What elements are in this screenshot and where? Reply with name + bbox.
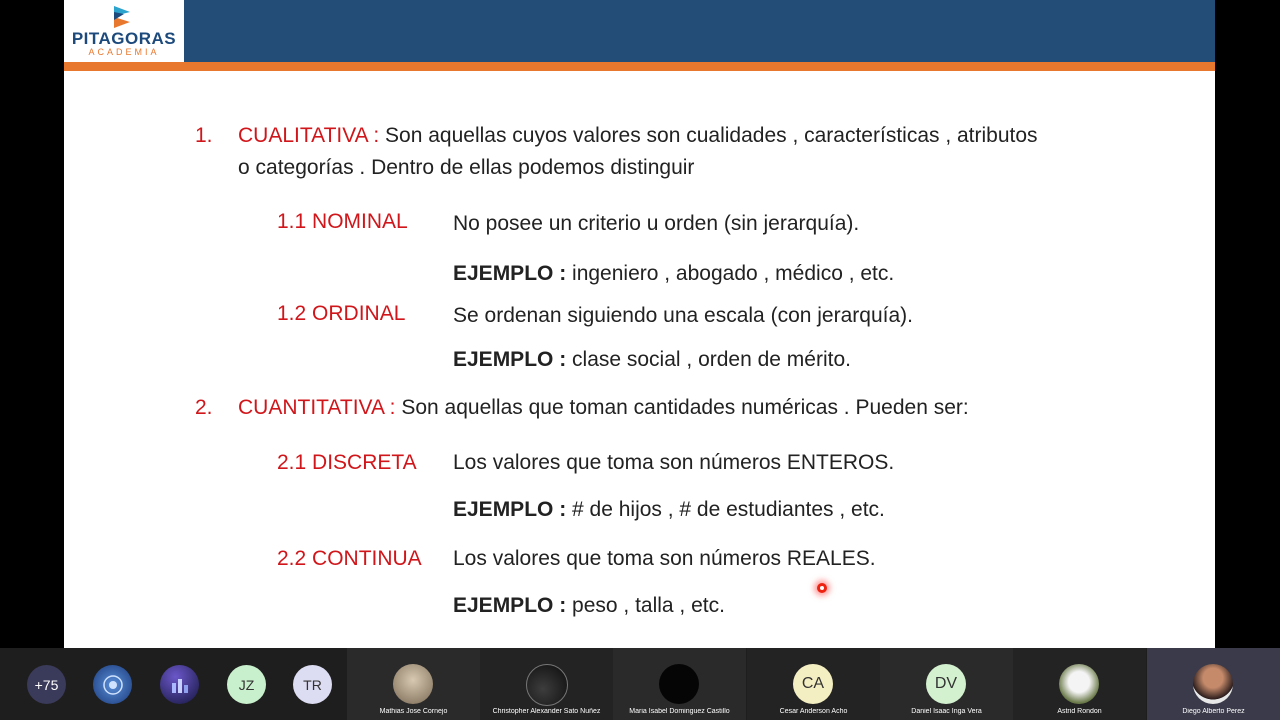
participant-avatar-tr[interactable]: TR xyxy=(293,665,332,704)
participant-name: Daniel Isaac Inga Vera xyxy=(911,708,982,715)
logo-brand-text: PITAGORAS xyxy=(71,29,177,48)
continua-example-label: EJEMPLO : xyxy=(453,594,567,617)
ordinal-example xyxy=(453,348,851,372)
city-icon xyxy=(168,673,192,697)
slide-header-bar xyxy=(64,0,1215,62)
logo-subtitle-text: ACADEMIA xyxy=(88,47,160,57)
participant-tile[interactable] xyxy=(1147,648,1280,720)
participant-tile[interactable] xyxy=(480,648,613,720)
nominal-desc: No posee un criterio u orden (sin jerarquía). xyxy=(453,212,860,235)
participant-avatar-dv: DV xyxy=(926,664,966,704)
participant-photo-icon xyxy=(1059,664,1099,704)
item2-line xyxy=(238,396,969,420)
participant-tile[interactable] xyxy=(613,648,746,720)
discreta-desc: Los valores que toma son números ENTEROS. xyxy=(453,451,895,474)
item1-number: 1. xyxy=(195,124,213,147)
item1-title: CUALITATIVA : xyxy=(238,124,380,147)
participant-avatar-jz[interactable]: JZ xyxy=(227,665,266,704)
ordinal-example-text: clase social , orden de mérito. xyxy=(566,348,851,371)
discreta-example-text: # de hijos , # de estudiantes , etc. xyxy=(566,498,885,521)
participant-tile[interactable] xyxy=(347,648,480,720)
item2-title: CUANTITATIVA : xyxy=(238,396,396,419)
participant-tile[interactable] xyxy=(747,648,880,720)
participant-name: Mathias Jose Cornejo xyxy=(379,708,448,715)
participant-photo-icon xyxy=(526,664,568,706)
more-participants-button[interactable]: +75 xyxy=(27,665,66,704)
participant-avatar-city[interactable] xyxy=(160,665,199,704)
discreta-example-label: EJEMPLO : xyxy=(453,498,567,521)
presentation-slide xyxy=(64,0,1215,648)
nominal-example-label: EJEMPLO : xyxy=(453,262,567,285)
item2-number: 2. xyxy=(195,396,213,419)
participant-name: Cesar Anderson Acho xyxy=(779,708,848,715)
ordinal-example-label: EJEMPLO : xyxy=(453,348,567,371)
participant-avatar-ca: CA xyxy=(793,664,833,704)
discreta-label: 2.1 DISCRETA xyxy=(277,451,417,474)
participant-tile[interactable] xyxy=(880,648,1013,720)
continua-label: 2.2 CONTINUA xyxy=(277,547,422,570)
slide-header-accent-line xyxy=(64,62,1215,71)
participant-tile[interactable] xyxy=(1013,648,1146,720)
participant-photo-icon xyxy=(393,664,433,704)
nominal-example xyxy=(453,262,894,286)
continua-desc: Los valores que toma son números REALES. xyxy=(453,547,876,570)
continua-example xyxy=(453,594,725,618)
nominal-example-text: ingeniero , abogado , médico , etc. xyxy=(566,262,895,285)
laser-pointer-icon xyxy=(817,583,827,593)
participant-photo-icon xyxy=(1193,664,1233,704)
logo xyxy=(64,0,184,62)
participant-photo-icon xyxy=(659,664,699,704)
item1-line1 xyxy=(238,124,1038,148)
participant-name: Diego Alberto Perez xyxy=(1182,708,1245,715)
discreta-example xyxy=(453,498,885,522)
ordinal-desc: Se ordenan siguiendo una escala (con jerarquía). xyxy=(453,304,913,327)
participant-name: Astrid Rondon xyxy=(1057,708,1102,715)
pitagoras-logo-icon xyxy=(110,3,136,31)
nominal-label: 1.1 NOMINAL xyxy=(277,210,408,233)
emblem-icon xyxy=(101,673,125,697)
participant-avatar-emblem[interactable] xyxy=(93,665,132,704)
continua-example-text: peso , talla , etc. xyxy=(566,594,725,617)
item1-text-line2: o categorías . Dentro de ellas podemos distinguir xyxy=(238,156,695,179)
ordinal-label: 1.2 ORDINAL xyxy=(277,302,406,325)
item2-text: Son aquellas que toman cantidades numéricas . Pueden ser: xyxy=(395,396,969,419)
item1-text-line1: Son aquellas cuyos valores son cualidades , características , atributos xyxy=(379,124,1038,147)
participant-name: Christopher Alexander Sato Nuñez xyxy=(492,708,601,715)
participant-name: Maria Isabel Dominguez Castillo xyxy=(629,708,730,715)
